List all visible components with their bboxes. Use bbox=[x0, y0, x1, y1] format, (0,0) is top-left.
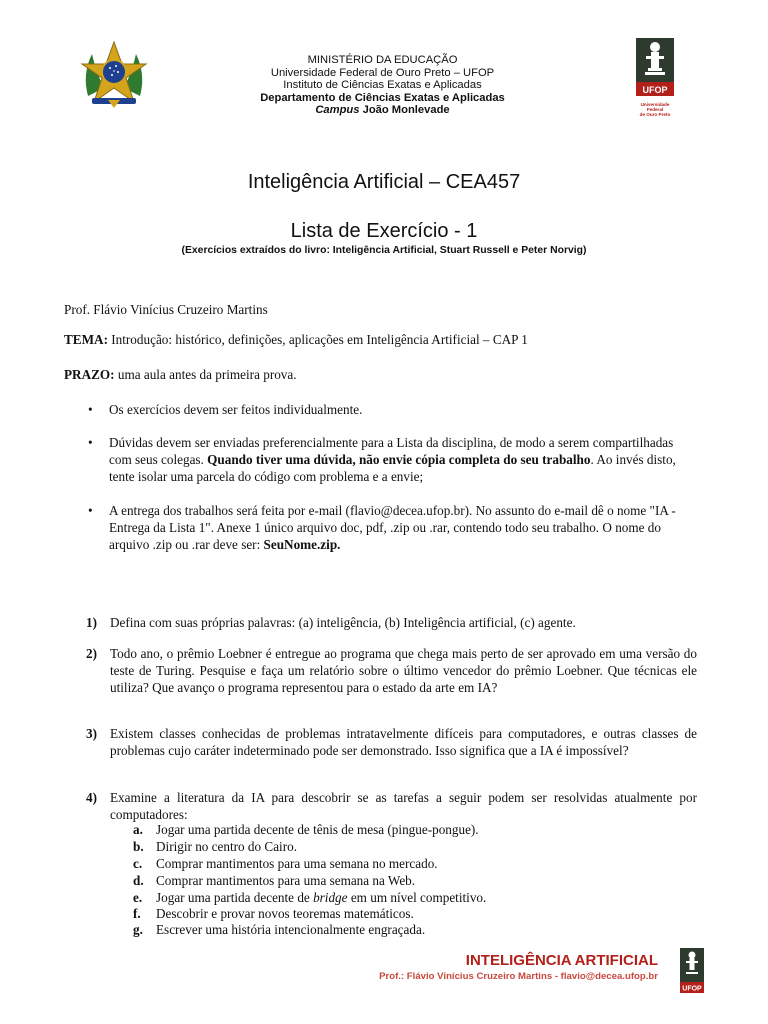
footer-title: INTELIGÊNCIA ARTIFICIAL bbox=[465, 952, 658, 969]
subitem-letter: f. bbox=[133, 906, 141, 921]
question-text: Existem classes conhecidas de problemas intratavelmente difíceis para computadores, e outras classes de problemas cujo caráter indeterminado pode ser demonstrado. Isso significa que a IA é impossível? bbox=[110, 726, 697, 758]
question-text: Todo ano, o prêmio Loebner é entregue ao programa que chega mais perto de ser aprovado em uma versão do teste de Turing. Pesquise e faça um relatório sobre o último vencedor do prêmio Loebner. Que técnicas ele utiliza? Que avanço o programa representou para o estado da arte em IA? bbox=[110, 646, 697, 695]
university-name: Universidade Federal de Ouro Preto – UFOP bbox=[270, 66, 495, 79]
subitem-text: Comprar mantimentos para uma semana na Web. bbox=[156, 873, 416, 888]
institution-header bbox=[180, 54, 585, 117]
bullet-marker: • bbox=[88, 435, 93, 450]
subitem-letter: d. bbox=[133, 873, 144, 888]
question-number: 4) bbox=[86, 790, 97, 805]
subitem-text: Jogar uma partida decente de tênis de mesa (pingue-pongue). bbox=[156, 822, 479, 837]
bullet-marker: • bbox=[88, 402, 93, 417]
campus-name: Campus João Monlevade bbox=[315, 104, 450, 117]
professor-name: Prof. Flávio Vinícius Cruzeiro Martins bbox=[64, 302, 268, 317]
subitem-letter: g. bbox=[133, 922, 143, 937]
subtitle: (Exercícios extraídos do livro: Inteligência Artificial, Stuart Russell e Peter Norvig) bbox=[181, 245, 587, 256]
bullet-duvidas: Dúvidas devem ser enviadas preferencialmente para a Lista da disciplina, de modo a serem compartilhadas com seus colegas. Quando tiver uma dúvida, não envie cópia completa do seu trabalho. Ao invés disto, tente isolar uma parcela do código com problema e a envie; bbox=[109, 435, 676, 484]
subitem-text: Dirigir no centro do Cairo. bbox=[156, 839, 297, 854]
ministry-name: MINISTÉRIO DA EDUCAÇÃO bbox=[307, 54, 458, 66]
subitem-letter: c. bbox=[133, 856, 143, 871]
tema-label: TEMA: bbox=[64, 332, 108, 347]
subitem-text: Comprar mantimentos para uma semana no mercado. bbox=[156, 856, 438, 871]
question-number: 3) bbox=[86, 726, 97, 741]
question-number: 2) bbox=[86, 646, 97, 661]
bullet-individual: Os exercícios devem ser feitos individualmente. bbox=[109, 402, 363, 417]
logo-caption-line1: Universidade Federal bbox=[640, 102, 670, 112]
footer-logo-letters: UFOP bbox=[682, 985, 702, 993]
tema-line bbox=[64, 332, 528, 349]
subitem-text: Escrever uma história intencionalmente engraçada. bbox=[156, 922, 426, 937]
prazo-text: uma aula antes da primeira prova. bbox=[114, 367, 297, 382]
question-text: Defina com suas próprias palavras: (a) inteligência, (b) Inteligência artificial, (c) agente. bbox=[110, 615, 576, 630]
prazo-label: PRAZO: bbox=[64, 367, 115, 382]
subitem-text: Descobrir e provar novos teoremas matemáticos. bbox=[156, 906, 414, 921]
tema-text: Introdução: histórico, definições, aplicações em Inteligência Artificial – CAP 1 bbox=[107, 332, 528, 347]
question-text: Examine a literatura da IA para descobrir se as tarefas a seguir podem ser resolvidas atualmente por computadores: bbox=[110, 790, 697, 822]
subitem-letter: a. bbox=[133, 822, 143, 837]
department-name: Departamento de Ciências Exatas e Aplicadas bbox=[260, 91, 505, 104]
ufop-logo-letters: UFOP bbox=[642, 85, 668, 95]
course-title: Inteligência Artificial – CEA457 bbox=[247, 171, 521, 193]
subitem-text: Jogar uma partida decente de bridge em um nível competitivo. bbox=[156, 890, 487, 905]
bullet-entrega: A entrega dos trabalhos será feita por e-mail (flavio@decea.ufop.br). No assunto do e-mail dê o nome "IA - Entrega da Lista 1". Anexe 1 único arquivo doc, pdf, .zip ou .rar, contendo todo seu trabalho. O nome do arquivo .zip ou .rar deve ser: SeuNome.zip. bbox=[109, 503, 676, 552]
subitem-letter: e. bbox=[133, 890, 143, 905]
brazil-coat-of-arms-icon bbox=[78, 38, 150, 110]
ufop-logo bbox=[636, 38, 674, 116]
logo-caption-line2: de Ouro Preto bbox=[639, 112, 671, 117]
prazo-line bbox=[64, 367, 297, 384]
institute-name: Instituto de Ciências Exatas e Aplicadas bbox=[283, 79, 482, 92]
footer-credit: Prof.: Flávio Vinícius Cruzeiro Martins - flavio@decea.ufop.br bbox=[379, 971, 658, 982]
ufop-emblem-icon bbox=[636, 38, 674, 98]
subitem-letter: b. bbox=[133, 839, 144, 854]
bullet-marker: • bbox=[88, 503, 93, 518]
list-title: Lista de Exercício - 1 bbox=[290, 220, 478, 242]
question-number: 1) bbox=[86, 615, 97, 630]
ufop-footer-logo-icon bbox=[680, 948, 704, 994]
